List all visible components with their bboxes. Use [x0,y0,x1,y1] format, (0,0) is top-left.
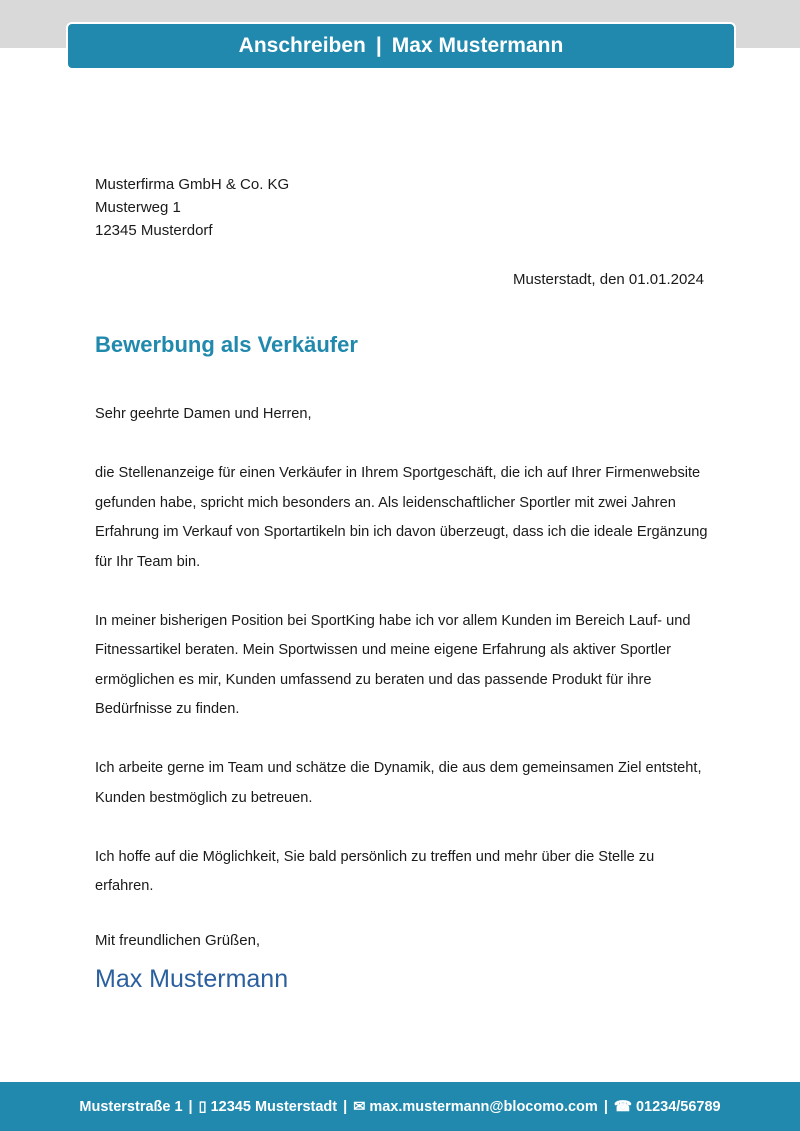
body-paragraph: In meiner bisherigen Position bei SportKing habe ich vor allem Kunden im Bereich Lauf- und Fitnessartikel beraten. Mein Sportwissen und meine eigene Erfahrung als aktiver Sportler ermöglichen es mir, Kunden umfassend zu beraten und das passende Produkt für ihre Bedürfnisse zu finden. [95,612,691,717]
footer-phone: 01234/56789 [635,1098,721,1115]
date-line: Musterstadt, den 01.01.2024 [513,271,704,288]
salutation: Sehr geehrte Damen und Herren, [95,406,312,422]
header-title-separator: | [375,34,382,57]
body-paragraph: Ich hoffe auf die Möglichkeit, Sie bald persönlich zu treffen und mehr über die Stelle zu erfahren. [95,848,655,894]
footer-separator: | [343,1098,348,1115]
recipient-city: 12345 Musterdorf [95,222,213,239]
footer-separator: | [603,1098,608,1115]
phone-icon: ☎ [613,1098,632,1115]
footer-separator: | [188,1098,193,1115]
location-icon: ▯ [198,1098,207,1115]
letter-body [95,400,710,931]
footer-street: Musterstraße 1 [79,1098,183,1115]
body-paragraph: Ich arbeite gerne im Team und schätze die Dynamik, die aus dem gemeinsamen Ziel entsteht, Kunden bestmöglich zu betreuen. [95,760,702,806]
recipient-company: Musterfirma GmbH & Co. KG [95,176,290,193]
header-title-bar [66,22,736,70]
footer-email-link[interactable]: max.mustermann@blocomo.com [369,1098,598,1115]
subject-heading: Bewerbung als Verkäufer [95,332,358,357]
closing-line: Mit freundlichen Grüßen, [95,932,261,949]
recipient-street: Musterweg 1 [95,199,181,216]
header-title-name: Max Mustermann [391,34,564,57]
body-paragraph: die Stellenanzeige für einen Verkäufer in Ihrem Sportgeschäft, die ich auf Ihrer Firmenwebsite gefunden habe, spricht mich besonders an. Als leidenschaftlicher Sportler mit zwei Jahren Erfahrung im Verkauf von Sportartikeln bin ich davon überzeugt, dass ich die ideale Ergänzung für Ihr Team bin. [95,465,708,570]
header-title-label: Anschreiben [238,34,366,57]
recipient-address [95,173,289,242]
email-icon: ✉ [353,1098,366,1115]
signature-name: Max Mustermann [95,965,289,993]
footer-contact-bar [0,1082,800,1131]
footer-city: 12345 Musterstadt [210,1098,338,1115]
